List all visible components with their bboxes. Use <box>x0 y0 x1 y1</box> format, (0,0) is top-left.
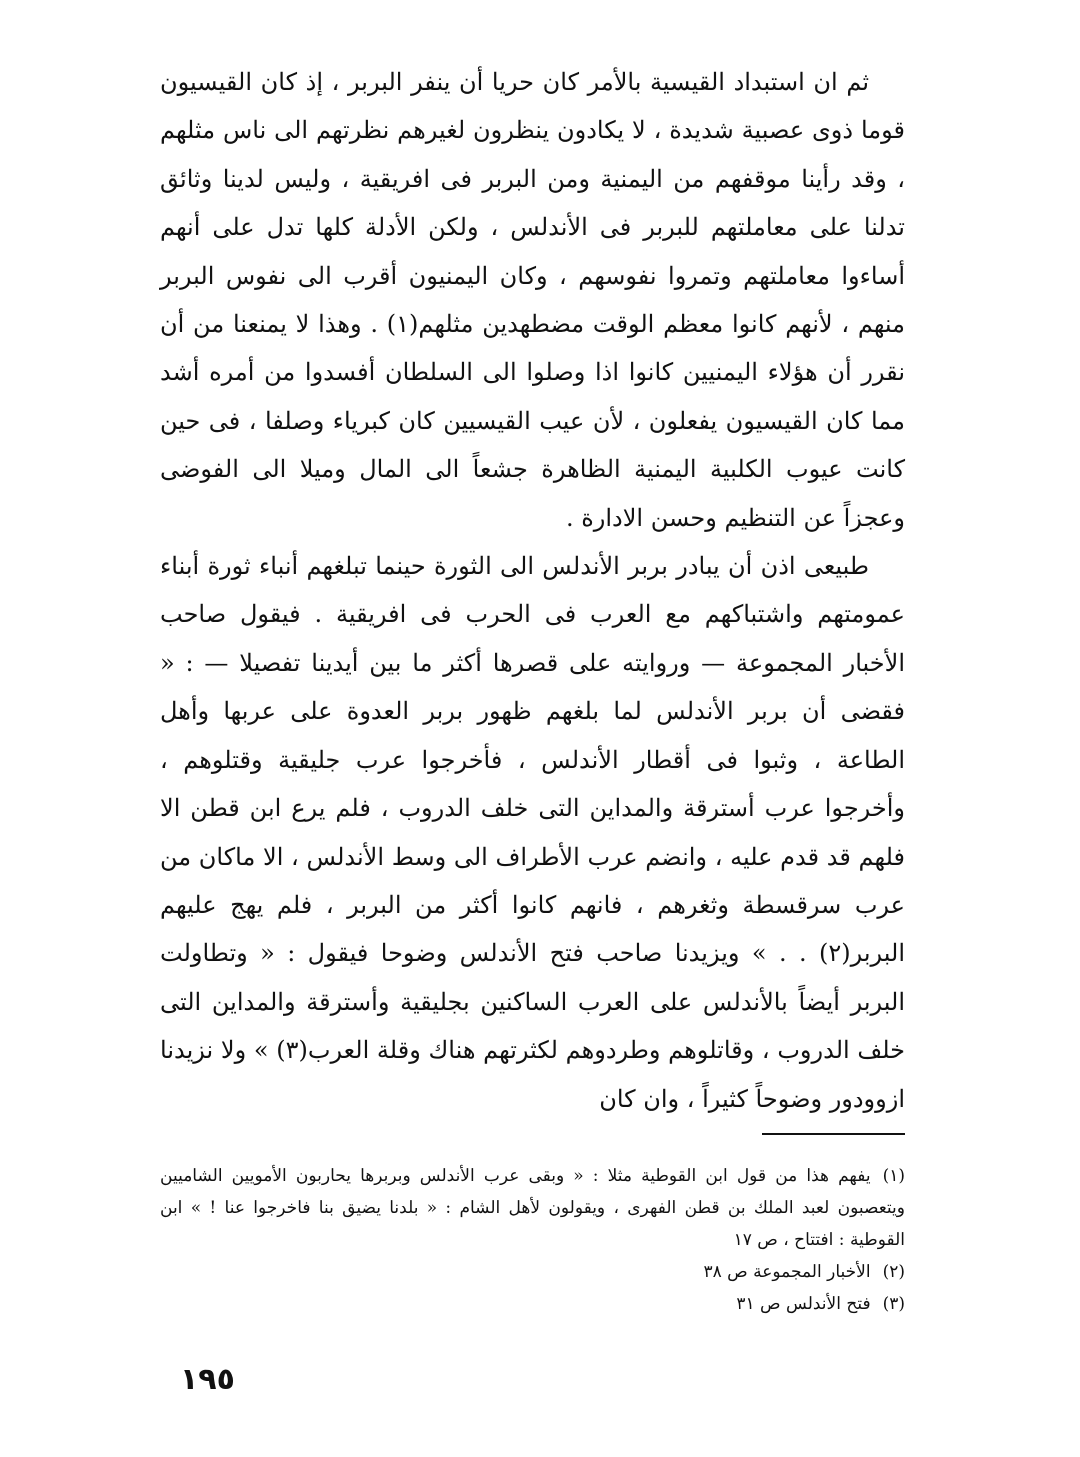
main-text <box>160 58 905 1123</box>
page-number: ١٩٥ <box>180 1362 235 1397</box>
footnote-1 <box>160 1160 905 1256</box>
footnote-3-text: فتح الأندلس ص ٣١ <box>736 1294 871 1314</box>
footnote-2-text: الأخبار المجموعة ص ٣٨ <box>703 1262 871 1282</box>
footnote-2 <box>160 1256 905 1288</box>
footnote-1-number: (١) <box>882 1166 905 1186</box>
footnotes <box>160 1160 905 1320</box>
paragraph-1: ثم ان استبداد القيسية بالأمر كان حريا أن ينفر البربر ، إذ كان القيسيون قوما ذوى عصبية شديدة ، لا يكادون ينظرون لغيرهم نظرتهم الى ناس مثلهم ، وقد رأينا موقفهم من اليمنية ومن البربر فى افريقية ، وليس لدينا وثائق تدلنا على معاملتهم للبربر فى الأندلس ، ولكن الأدلة كلها تدل على أنهم أساءوا معاملتهم وتمروا نفوسهم ، وكان اليمنيون أقرب الى نفوس البربر منهم ، لأنهم كانوا معظم الوقت مضطهدين مثلهم(١) . وهذا لا يمنعنا من أن نقرر أن هؤلاء اليمنيين كانوا اذا وصلوا الى السلطان أفسدوا من أمره أشد مما كان القيسيون يفعلون ، لأن عيب القيسيين كان كبرياء وصلفا ، فى حين كانت عيوب الكلبية اليمنية الظاهرة جشعاً الى المال وميلا الى الفوضى وعجزاً عن التنظيم وحسن الادارة . <box>160 68 906 532</box>
footnote-1-text: يفهم هذا من قول ابن القوطية مثلا : « وبقى عرب الأندلس وبربرها يحاربون الأمويين الشاميين ويتعصبون لعبد الملك بن قطن الفهرى ، ويقولون لأهل الشام : « بلدنا يضيق بنا فاخرجوا عنا ! » ابن القوطية : افتتاح ، ص ١٧ <box>160 1166 905 1250</box>
paragraph-2: طبيعى اذن أن يبادر بربر الأندلس الى الثورة حينما تبلغهم أنباء ثورة أبناء عمومتهم واشتباكهم مع العرب فى الحرب فى افريقية . فيقول صاحب الأخبار المجموعة — وروايته على قصرها أكثر ما بين أيدينا تفصيلا — : « فقضى أن بربر الأندلس لما بلغهم ظهور بربر العدوة على عربها وأهل الطاعة ، وثبوا فى أقطار الأندلس ، فأخرجوا عرب جليقية وقتلوهم ، وأخرجوا عرب أسترقة والمداين التى خلف الدروب ، فلم يرع ابن قطن الا فلهم قد قدم عليه ، وانضم عرب الأطراف الى وسط الأندلس ، الا ماكان من عرب سرقسطة وثغرهم ، فانهم كانوا أكثر من البربر ، فلم يهج عليهم البربر(٢) . . » ويزيدنا صاحب فتح الأندلس وضوحا فيقول : « وتطاولت البربر أيضاً بالأندلس على العرب الساكنين بجليقية وأسترقة والمداين التى خلف الدروب ، وقاتلوهم وطردوهم لكثرتهم هناك وقلة العرب(٣) » ولا نزيدنا ازوودور وضوحاً كثيراً ، وان كان <box>160 552 905 1113</box>
footnote-3-number: (٣) <box>882 1294 905 1314</box>
footnote-separator <box>762 1133 905 1135</box>
footnote-3 <box>160 1288 905 1320</box>
footnote-2-number: (٢) <box>882 1262 905 1282</box>
